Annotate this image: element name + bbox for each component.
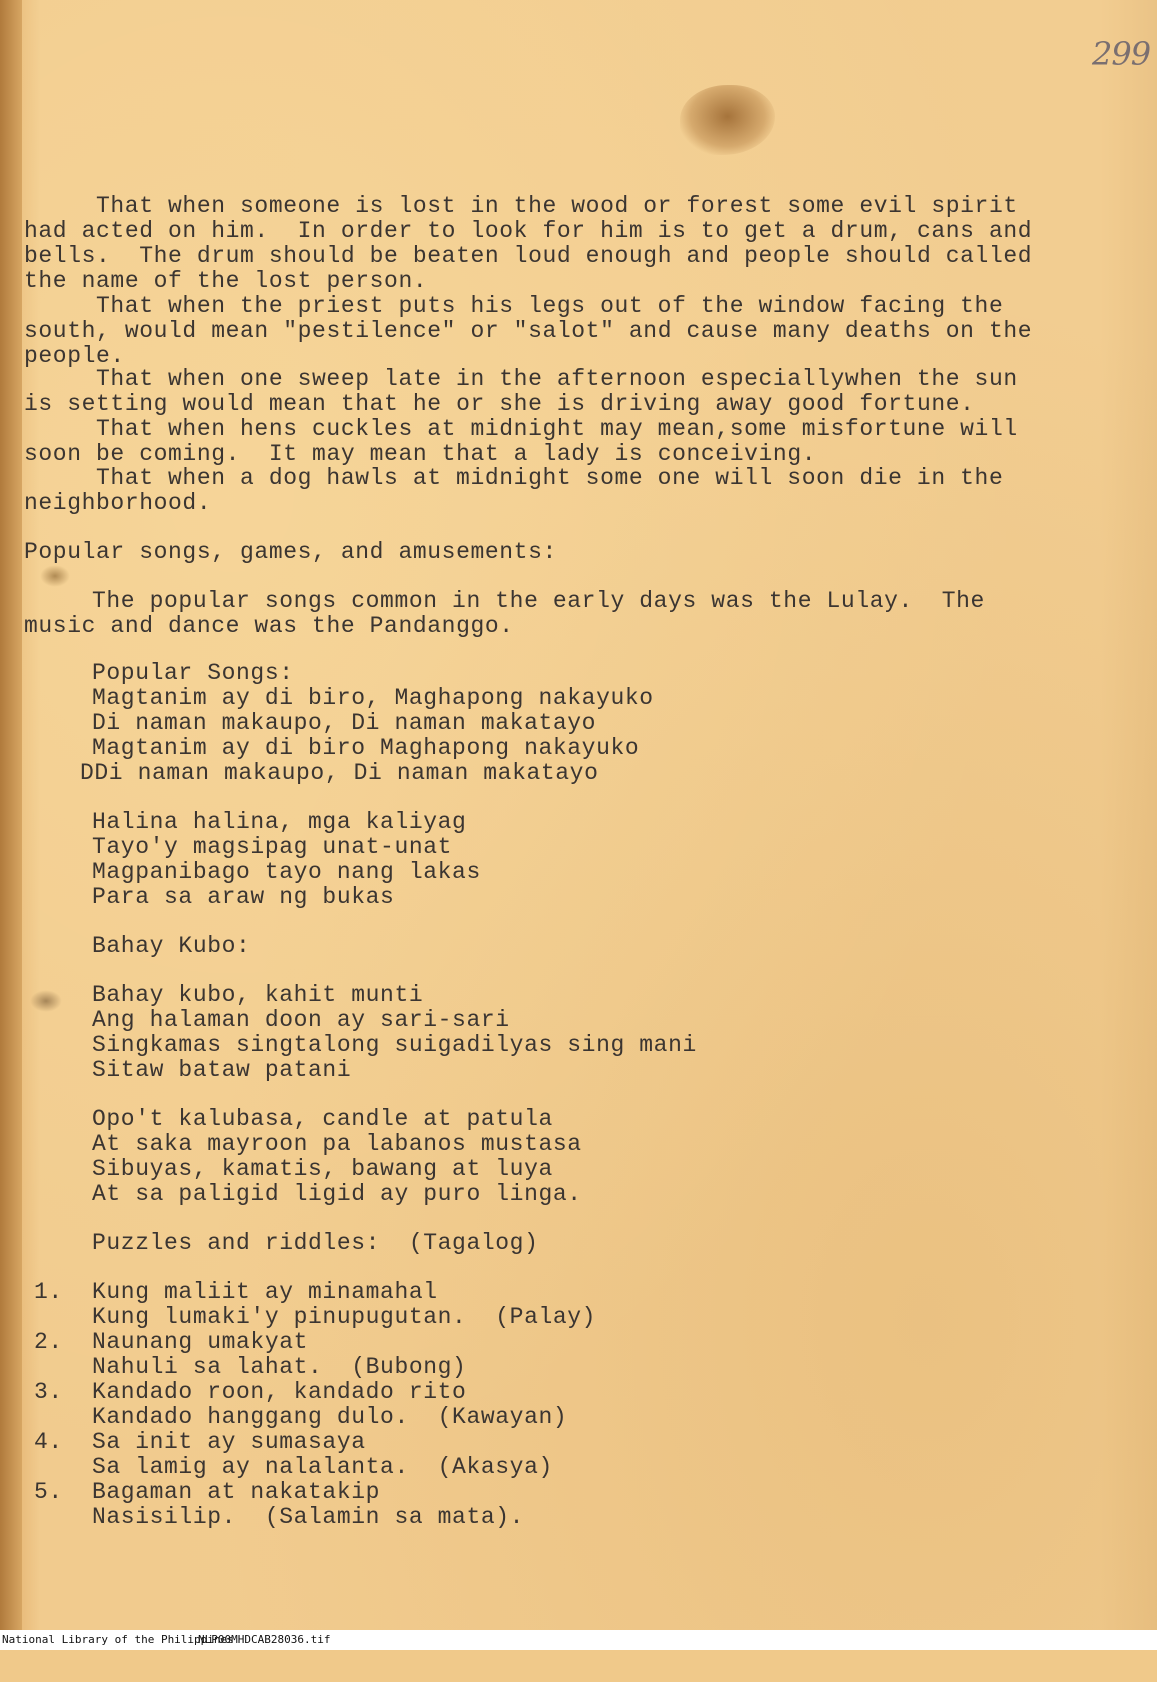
- songs-label: Popular Songs:: [92, 660, 294, 686]
- section-heading: Popular songs, games, and amusements:: [24, 539, 557, 565]
- song-line: Tayo'y magsipag unat-unat: [92, 834, 453, 860]
- footer-institution: National Library of the Philippines: [2, 1633, 234, 1646]
- song-line: Di naman makaupo, Di naman makatayo: [92, 710, 597, 736]
- riddles-heading: Puzzles and riddles: (Tagalog): [92, 1230, 539, 1256]
- song-line: At saka mayroon pa labanos mustasa: [92, 1131, 582, 1157]
- riddle-line: Nahuli sa lahat. (Bubong): [92, 1354, 467, 1380]
- paragraph-line: That when a dog hawls at midnight some one will soon die in the: [96, 465, 1004, 491]
- paragraph-line: That when hens cuckles at midnight may mean,some misfortune will: [96, 416, 1018, 442]
- binding-edge: [0, 0, 22, 1650]
- song-line: Opo't kalubasa, candle at patula: [92, 1106, 553, 1132]
- paragraph-line: That when one sweep late in the afternoon especiallywhen the sun: [96, 366, 1018, 392]
- paragraph-line: had acted on him. In order to look for him is to get a drum, cans and: [24, 218, 1033, 244]
- paragraph-line: south, would mean "pestilence" or "salot" and cause many deaths on the: [24, 318, 1033, 344]
- song-line: Para sa araw ng bukas: [92, 884, 395, 910]
- riddle-line: Kung lumaki'y pinupugutan. (Palay): [92, 1304, 597, 1330]
- song-line: DDi naman makaupo, Di naman makatayo: [80, 760, 599, 786]
- riddle-line: Kandado hanggang dulo. (Kawayan): [92, 1404, 568, 1430]
- riddle-number: 3.: [34, 1379, 63, 1405]
- song-line: Bahay kubo, kahit munti: [92, 982, 424, 1008]
- riddle-number: 5.: [34, 1479, 63, 1505]
- paper-stain: [30, 990, 62, 1012]
- paragraph-line: is setting would mean that he or she is driving away good fortune.: [24, 391, 975, 417]
- footer-file-id: NLP00MHDCAB28036.tif: [198, 1633, 331, 1646]
- song-line: Singkamas singtalong suigadilyas sing mani: [92, 1032, 697, 1058]
- song-line: Halina halina, mga kaliyag: [92, 809, 467, 835]
- song-line: Magtanim ay di biro, Maghapong nakayuko: [92, 685, 654, 711]
- paragraph-line: the name of the lost person.: [24, 268, 428, 294]
- riddle-number: 4.: [34, 1429, 63, 1455]
- intro-line: music and dance was the Pandanggo.: [24, 613, 514, 639]
- paragraph-line: soon be coming. It may mean that a lady is conceiving.: [24, 441, 817, 467]
- riddle-line: Nasisilip. (Salamin sa mata).: [92, 1504, 525, 1530]
- riddle-line: Sa init ay sumasaya: [92, 1429, 366, 1455]
- riddle-line: Naunang umakyat: [92, 1329, 309, 1355]
- riddle-line: Sa lamig ay nalalanta. (Akasya): [92, 1454, 553, 1480]
- paragraph-line: bells. The drum should be beaten loud enough and people should called: [24, 243, 1033, 269]
- song-line: Ang halaman doon ay sari-sari: [92, 1007, 510, 1033]
- paragraph-line: That when someone is lost in the wood or forest some evil spirit: [96, 193, 1018, 219]
- riddle-number: 2.: [34, 1329, 63, 1355]
- page-number: 299: [1092, 35, 1151, 73]
- riddle-line: Kandado roon, kandado rito: [92, 1379, 467, 1405]
- song-title: Bahay Kubo:: [92, 933, 251, 959]
- riddle-line: Kung maliit ay minamahal: [92, 1279, 438, 1305]
- song-line: Magtanim ay di biro Maghapong nakayuko: [92, 735, 640, 761]
- scan-footer: [0, 1630, 1157, 1650]
- song-line: Sitaw bataw patani: [92, 1057, 352, 1083]
- paper-stain: [40, 565, 70, 587]
- song-line: Sibuyas, kamatis, bawang at luya: [92, 1156, 553, 1182]
- riddle-number: 1.: [34, 1279, 63, 1305]
- riddle-line: Bagaman at nakatakip: [92, 1479, 381, 1505]
- song-line: Magpanibago tayo nang lakas: [92, 859, 481, 885]
- paragraph-line: That when the priest puts his legs out of the window facing the: [96, 293, 1004, 319]
- paragraph-line: neighborhood.: [24, 490, 212, 516]
- paragraph-line: people.: [24, 343, 125, 369]
- water-stain: [680, 85, 775, 155]
- song-line: At sa paligid ligid ay puro linga.: [92, 1181, 582, 1207]
- intro-line: The popular songs common in the early days was the Lulay. The: [92, 588, 985, 614]
